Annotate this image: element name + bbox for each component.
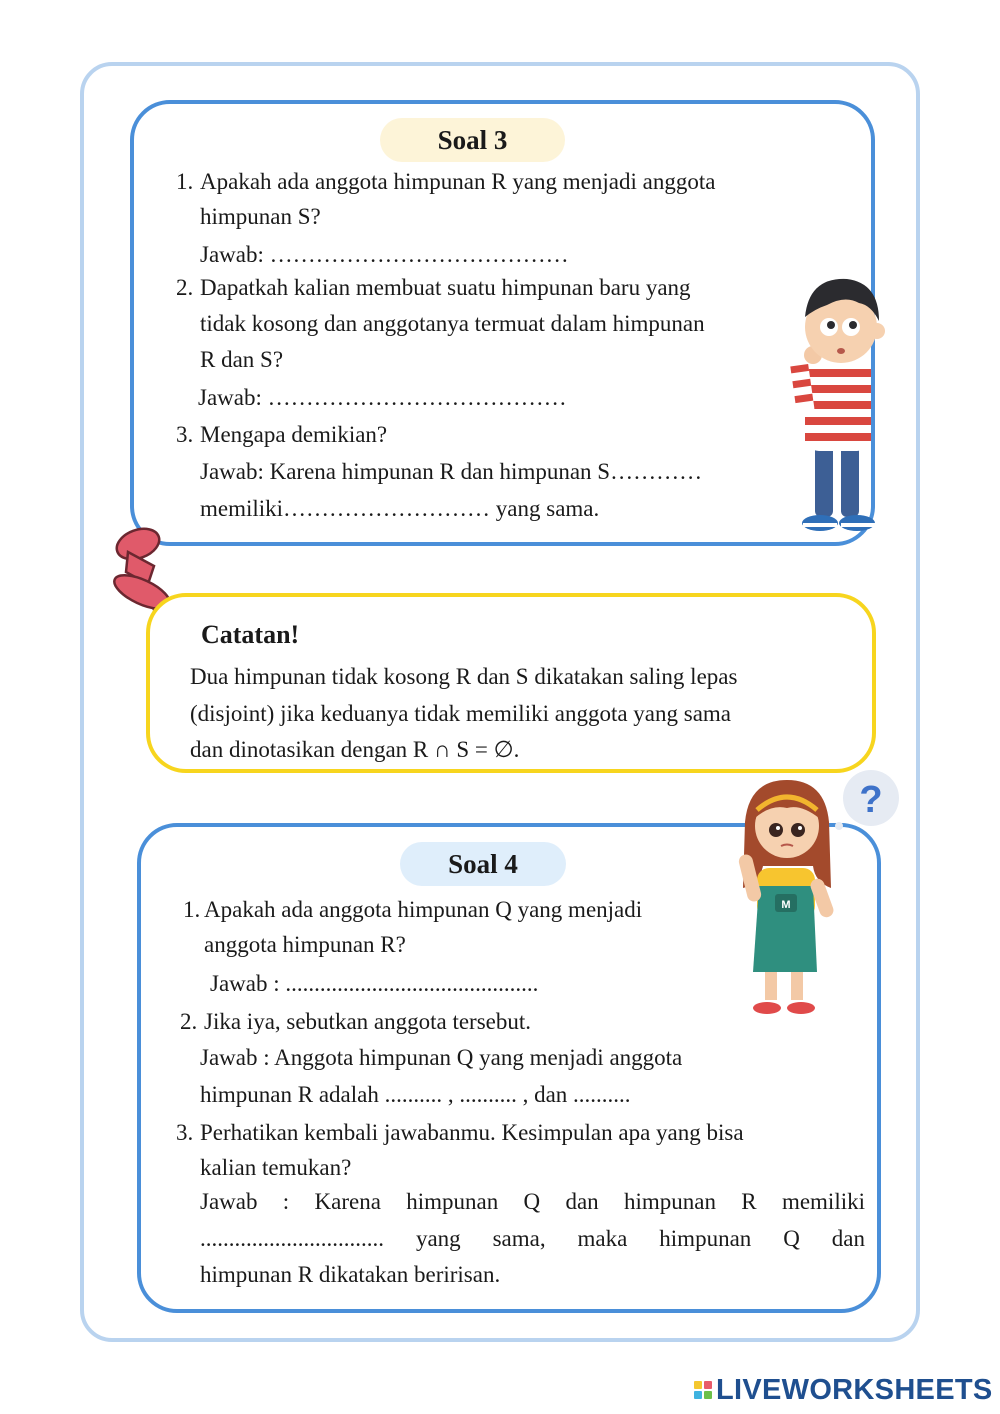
soal-3-q3-answer-line1[interactable]: Jawab: Karena himpunan R dan himpunan S………… — [200, 459, 703, 484]
catatan-line-2: (disjoint) jika keduanya tidak memiliki anggota yang sama — [190, 701, 732, 726]
soal-4-q2-answer-line1[interactable]: Jawab : Anggota himpunan Q yang menjadi anggota — [200, 1045, 683, 1070]
catatan-line-1: Dua himpunan tidak kosong R dan S dikatakan saling lepas — [190, 664, 738, 689]
soal-4-q2-number: 2. — [180, 1009, 198, 1034]
soal-4-q2-answer-line2[interactable]: himpunan R adalah .......... , .......... , dan .......... — [200, 1082, 631, 1107]
soal-4-title: Soal 4 — [400, 842, 566, 886]
soal-4-q3-answer-line2[interactable]: ................................ yang sama, maka himpunan Q dan — [200, 1226, 865, 1251]
soal-4-q3-answer-line3[interactable]: himpunan R dikatakan beririsan. — [200, 1262, 501, 1287]
thinking-boy-illustration — [775, 265, 905, 540]
soal-3-q1-text-line1: Apakah ada anggota himpunan R yang menjadi anggota — [200, 169, 716, 194]
soal-4-q3-number: 3. — [176, 1120, 194, 1145]
soal-4-q1-text-line2: anggota himpunan R? — [204, 932, 406, 957]
soal-3-title: Soal 3 — [380, 118, 565, 162]
soal-3-q3-number: 3. — [176, 422, 194, 447]
soal-3-q2-answer[interactable]: Jawab: ………………………………… — [198, 385, 567, 410]
soal-3-q2-text-line3: R dan S? — [200, 347, 284, 372]
soal-3-q1-number: 1. — [176, 169, 194, 194]
shirt-letter: M — [781, 899, 791, 911]
soal-4-q1-number: 1. — [183, 897, 201, 922]
soal-3-q3-answer-line2[interactable]: memiliki……………………… yang sama. — [200, 496, 600, 521]
soal-3-q2-number: 2. — [176, 275, 194, 300]
soal-3-q3-text: Mengapa demikian? — [200, 422, 388, 447]
question-mark: ? — [859, 779, 883, 821]
soal-3-q1-answer[interactable]: Jawab: ………………………………… — [200, 242, 569, 267]
soal-4-q2-text: Jika iya, sebutkan anggota tersebut. — [204, 1009, 532, 1034]
soal-4-q1-text-line1: Apakah ada anggota himpunan Q yang menjadi — [204, 897, 643, 922]
soal-3-q2-text-line2: tidak kosong dan anggotanya termuat dalam himpunan — [200, 311, 705, 336]
soal-4-q3-text-line1: Perhatikan kembali jawabanmu. Kesimpulan apa yang bisa — [200, 1120, 744, 1145]
thinking-girl-illustration — [735, 770, 905, 1020]
soal-3-q1-text-line2: himpunan S? — [200, 204, 321, 229]
soal-4-q3-answer-line1[interactable]: Jawab : Karena himpunan Q dan himpunan R memiliki — [200, 1189, 865, 1214]
soal-4-q3-text-line2: kalian temukan? — [200, 1155, 352, 1180]
soal-3-q2-text-line1: Dapatkah kalian membuat suatu himpunan baru yang — [200, 275, 691, 300]
catatan-line-3: dan dinotasikan dengan R ∩ S = ∅. — [190, 737, 520, 762]
soal-4-q1-answer[interactable]: Jawab : ............................................ — [210, 971, 539, 996]
liveworksheets-logo-text: LIVEWORKSHEETS — [716, 1373, 993, 1406]
liveworksheets-logo-icon — [694, 1381, 712, 1399]
liveworksheets-logo — [694, 1372, 993, 1408]
catatan-title: Catatan! — [201, 620, 300, 649]
